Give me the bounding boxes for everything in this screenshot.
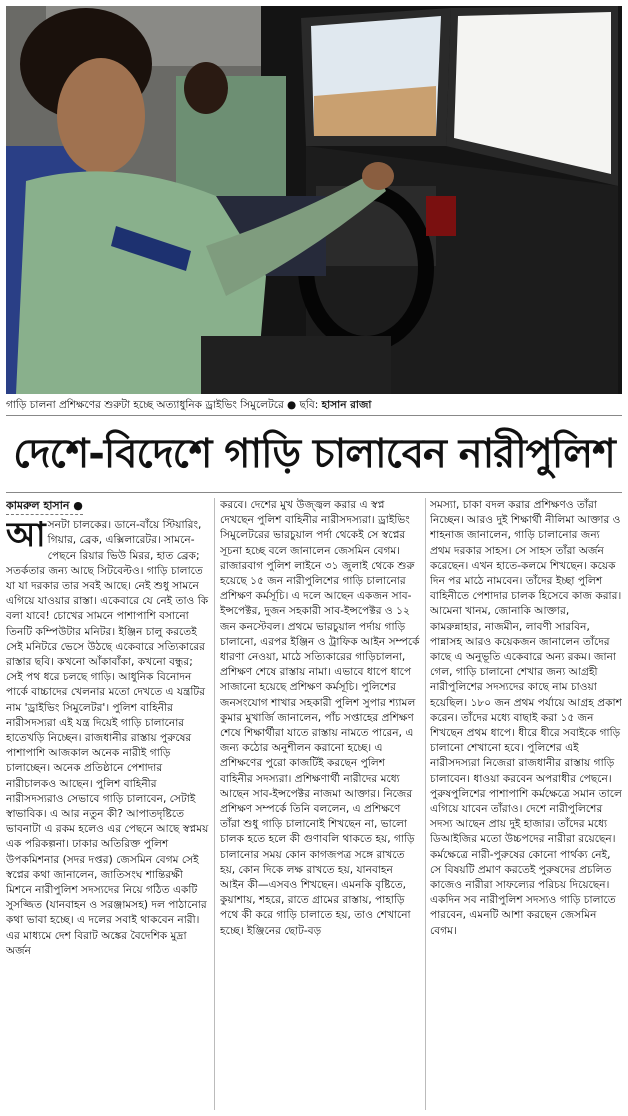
column-divider-1 xyxy=(214,498,215,1110)
article-column-3 xyxy=(430,498,622,1112)
column-3-body: সমস্যা, চাকা বদল করার প্রশিক্ষণও তাঁরা নিচ্ছেন। আরও দুই শিক্ষার্থী নীলিমা আক্তার ও শাহনাজ জানালেন, গাড়ি চালানোর জন্য প্রথম দরকার সাহস। সে সাহস তাঁরা অর্জন করেছেন। এখন হাতে-কলমে শিখছেন। কয়েক দিন পর মাঠে নামবেন। তাঁদের ইচ্ছা পুলিশ বাহিনীতে পেশাদার চালক হিসেবে কাজ করার। আমেনা খানম, জোনাকি আক্তার, কামরুন্নাহার, নাজমীন, লাবণী সারবিন, পান্নাসহ আরও কয়েকজন জানালেন তাঁদের কাছে এ অনুভূতি একেবারে অন্য রকম। জানা গেল, গাড়ি চালানো শেখার জন্য আগ্রহী নারীপুলিশের সদস্যদের কাছে নাম চাওয়া হয়েছিল। ১৮০ জন প্রথম পর্যায়ে আগ্রহ প্রকাশ করেন। তাঁদের মধ্যে বাছাই করা ১৫ জন শিখছেন প্রথম ধাপে। ধীরে ধীরে সবাইকে গাড়ি চালানো শেখানো হবে। পুলিশের এই নারীসদস্যরা নিজেরা রাজধানীর রাস্তায় গাড়ি চালাবেন। ধাওয়া করবেন অপরাধীর পেছনে। পুরুষপুলিশের পাশাপাশি কর্মক্ষেত্রে সমান তালে এগিয়ে যাবেন তাঁরাও। দেশে নারীপুলিশের সদস্য আছেন প্রায় দুই হাজার। তাঁদের মধ্যে ডিআইজির মতো উচ্চপদের নারীরা রয়েছেন। কর্মক্ষেত্রে নারী-পুরুষের কোনো পার্থক্য নেই, সে বিষয়টি প্রমাণ করতেই পুরুষদের প্রচলিত কাজেও নারীরা সাফল্যের পরিচয় দিয়েছেন। একদিন সব নারীপুলিশ সদস্যও গাড়ি চালাতে পারবেন, এমনটি আশা করছেন জেসমিন বেগম। xyxy=(430,499,622,937)
headline: দেশে-বিদেশে গাড়ি চালাবেন নারীপুলিশ xyxy=(13,431,615,477)
photo-credit: হাসান রাজা xyxy=(321,399,372,411)
headline-bottom-rule xyxy=(6,492,622,493)
column-1-body: সনটা চালকের। ডানে-বাঁয়ে স্টিয়ারিং, গিয়ার, ব্রেক, এক্সিলারেটর। সামনে-পেছনে রিয়ার ভিউ মিরর, হাত ব্রেক; সতর্কতার জন্য আছে সিটবেল্টও। গাড়ি চালাতে যা যা দরকার তার সবই আছে। নেই শুধু সামনে এগিয়ে যাওয়ার রাস্তা। একেবারে যে নেই তাও কি বলা যাবে! চোখের সামনে পাশাপাশি বসানো তিনটি কম্পিউটার মনিটর। ইঞ্জিন চালু করতেই সেই মনিটরে ভেসে উঠছে একেবারে সত্যিকারের রাস্তার ছবি। কখনো আঁকাবাঁকা, কখনো বন্ধুর; সেই পথ ধরে চলছে গাড়ি। আধুনিক বিনোদন পার্কে বাচ্চাদের খেলনার মতো দেখতে এ যন্ত্রটির নাম 'ড্রাইভিং সিমুলেটর'। পুলিশ বাহিনীর নারীসদস্যরা এই যন্ত্র দিয়েই গাড়ি চালানোর হাতেখড়ি নিচ্ছেন। রাজধানীর রাস্তায় পুরুষের পাশাপাশি আজকাল অনেক নারীই গাড়ি চালাচ্ছেন। অনেক প্রতিষ্ঠানে পেশাদার নারীচালকও আছেন। পুলিশ বাহিনীর নারীসদস্যরাও সেভাবে গাড়ি চালাবেন, সেটাই স্বাভাবিক। এ আর নতুন কী? আপাতদৃষ্টিতে ভাবনাটা এ রকম হলেও এর পেছনে আছে স্বপ্নময় এক পরিকল্পনা। ঢাকার অতিরিক্ত পুলিশ উপকমিশনার (সদর দপ্তর) জেসমিন বেগম সেই স্বপ্নের কথা জানালেন, জাতিসংঘ শান্তিরক্ষী মিশনে নারীপুলিশ সদস্যদের নিয়ে গঠিত একটি সুসজ্জিত (যানবাহন ও সরঞ্জামসহ) দল পাঠানোর কথা ভাবা হচ্ছে। এ দলের সবাই থাকবেন নারী। এর মাধ্যমে দেশ বিরাট অঙ্কের বৈদেশিক মুদ্রা অর্জন xyxy=(6,519,209,957)
column-1-text xyxy=(6,515,210,959)
byline: কামরুল হাসান ● xyxy=(6,498,83,515)
column-divider-2 xyxy=(425,498,426,1110)
article-column-1 xyxy=(6,498,210,1112)
drop-cap: আ xyxy=(6,515,46,556)
photo-caption xyxy=(6,398,622,412)
article-column-2 xyxy=(220,498,420,1112)
caption-text: গাড়ি চালনা প্রশিক্ষণের শুরুটা হচ্ছে অত্যাধুনিক ড্রাইভিং সিমুলেটরে ● ছবি: xyxy=(6,399,322,411)
headline-top-rule xyxy=(6,415,622,416)
news-photo xyxy=(6,6,622,394)
driving-simulator-photo xyxy=(6,6,622,394)
column-2-body: করবে। দেশের মুখ উজ্জ্বল করার এ স্বপ্ন দেখছেন পুলিশ বাহিনীর নারীসদস্যরা। ড্রাইভিং সিমুলেটরের ভারচুয়াল পর্দা থেকেই সে স্বপ্নের সূচনা হচ্ছে বলে জানালেন জেসমিন বেগম। রাজারবাগ পুলিশ লাইনে ৩১ জুলাই থেকে শুরু হয়েছে ১৫ জন নারীপুলিশের গাড়ি চালানোর প্রশিক্ষণ কর্মসূচি। এ দলে আছেন একজন সাব-ইন্সপেক্টর, দুজন সহকারী সাব-ইন্সপেক্টর ও ১২ জন কনস্টেবল। প্রথমে ভারচুয়াল পর্দায় গাড়ি চালানো, এরপর ইঞ্জিন ও ট্রাফিক আইন সম্পর্কে ধারণা নেওয়া, মাঠে সত্যিকারের গাড়িচালনা, প্রশিক্ষণ শেষে রাস্তায় নামা। এভাবে ধাপে ধাপে সাজানো হয়েছে প্রশিক্ষণ কর্মসূচি। পুলিশের জনসংযোগ শাখার সহকারী পুলিশ সুপার শ্যামল কুমার মুখার্জি জানালেন, পাঁচ সপ্তাহের প্রশিক্ষণ শেষে শিক্ষার্থীরা যাতে রাস্তায় নামতে পারেন, এ জন্য কঠোর অনুশীলন করানো হচ্ছে। এ প্রশিক্ষণের পুরো কাজটিই করছেন পুলিশ বাহিনীর সদস্যরা। প্রশিক্ষণার্থী নারীদের মধ্যে আছেন সাব-ইন্সপেক্টর নাজমা আক্তার। নিজের প্রশিক্ষণ সম্পর্কে তিনি বললেন, এ প্রশিক্ষণে তাঁরা শুধু গাড়ি চালানোই শিখছেন না, ভালো চালক হতে হলে কী গুণাবলি থাকতে হয়, গাড়ি চালানোর সময় কোন কাগজপত্র সঙ্গে রাখতে হয়, কোন দিকে লক্ষ রাখতে হয়, যানবাহন আইন কী—এসবও শিখছেন। এমনকি বৃষ্টিতে, কুয়াশায়, শহরে, রাতে গ্রামের রাস্তায়, পাহাড়ি পথে কী করে গাড়ি চালাতে হয়, তাও শেখানো হচ্ছে। ইঞ্জিনের ছোট-বড় xyxy=(220,499,420,937)
